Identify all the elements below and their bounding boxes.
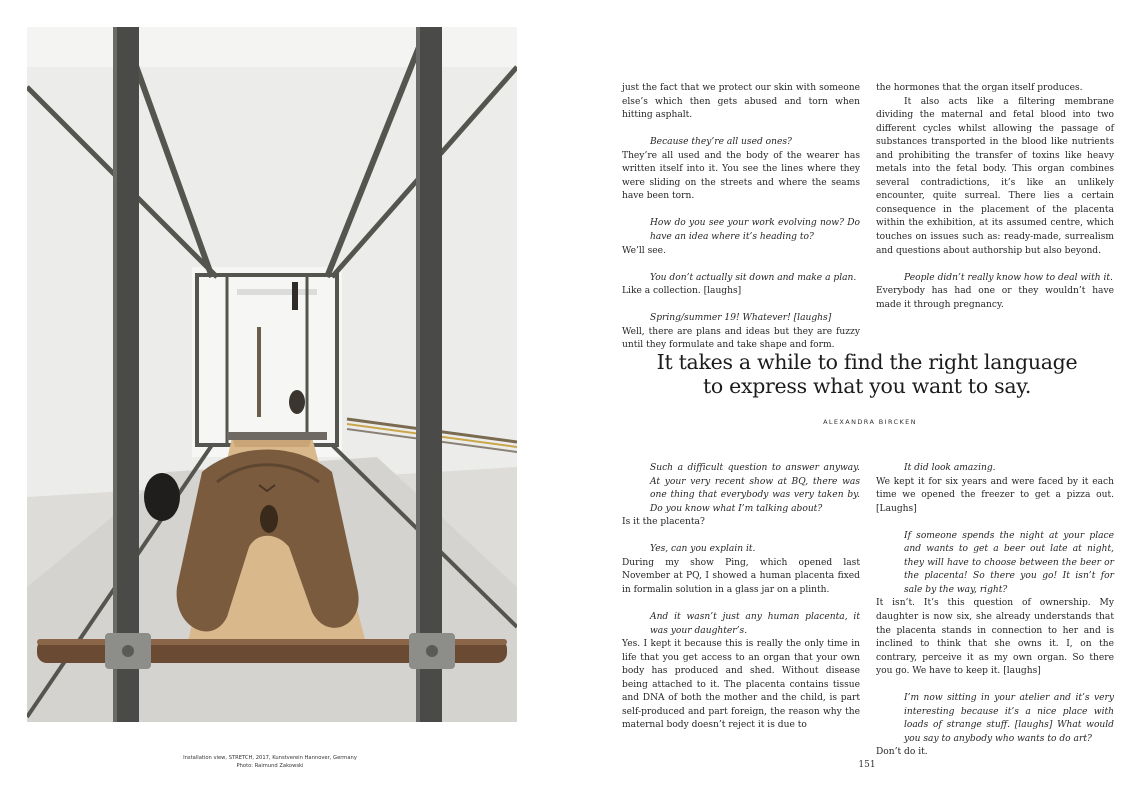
column-top-right bbox=[876, 82, 1114, 312]
question: People didn’t really know how to deal with it. bbox=[904, 272, 1113, 283]
column-top-left bbox=[622, 82, 860, 353]
column-bottom-right bbox=[876, 462, 1114, 760]
question: How do you see your work evolving now? Do have an idea where it’s heading to? bbox=[650, 218, 860, 243]
caption-line-2: Photo: Raimund Zakowski bbox=[236, 763, 304, 769]
installation-photo bbox=[27, 27, 517, 722]
pull-quote-line-2: to express what you want to say. bbox=[702, 374, 1032, 398]
answer: During my show Ping, which opened last November at PQ, I showed a human placenta fixed in formalin solution in a glass jar on a plinth. bbox=[622, 557, 860, 595]
answer: We’ll see. bbox=[622, 245, 666, 256]
question: Spring/summer 19! Whatever! [laughs] bbox=[650, 313, 832, 324]
paragraph: It also acts like a filtering membrane dividing the maternal and fetal blood into two different cycles whilst allowing the passage of substances transported in the blood like nutrients and prohibiting the transfer of toxins like heavy metals into the fetal body. This organ combines several contradictions, it’s like an unlikely encounter, quite surreal. There lies a certain consequence in the placement of the placenta within the exhibition, at its assumed centre, which touches on issues such as: ready-made, surrealism and questions about authorship but also beyond. bbox=[876, 96, 1114, 256]
paragraph: the hormones that the organ itself produces. bbox=[876, 83, 1083, 93]
question: If someone spends the night at your place and wants to get a beer out late at night, they will have to choose between the beer or the placenta! So there you go! It isn’t for sale by the way, right? bbox=[904, 530, 1114, 595]
question: I’m now sitting in your atelier and it’s very interesting because it’s a nice place with loads of strange stuff. [laughs] What would you say to anybody who wants to do art? bbox=[904, 693, 1114, 744]
caption-line-1: Installation view, STRETCH, 2017, Kunstverein Hannover, Germany bbox=[183, 755, 357, 761]
photo-caption bbox=[150, 754, 390, 770]
paragraph: just the fact that we protect our skin with someone else’s which then gets abused and torn when hitting asphalt. bbox=[622, 83, 860, 121]
question: Because they’re all used ones? bbox=[650, 137, 792, 148]
question: Such a difficult question to answer anyway. At your very recent show at BQ, there was one thing that everybody was very taken by. Do you know what I’m talking about? bbox=[650, 463, 860, 514]
column-bottom-left bbox=[622, 462, 860, 733]
answer: Well, there are plans and ideas but they are fuzzy until they formulate and take shape and form. bbox=[622, 326, 860, 351]
question: It did look amazing. bbox=[904, 463, 996, 473]
answer: We kept it for six years and were faced by it each time we opened the freezer to get a pizza out.[Laughs] bbox=[876, 476, 1114, 514]
answer: It isn’t. It’s this question of ownership. My daughter is now six, she already understands that the placenta stands in connection to her and is inclined to think that she owns it. I, on the contrary, perceive it as my own organ. So there you go. We have to keep it. [laughs] bbox=[876, 598, 1114, 677]
answer: Everybody has had one or they wouldn’t have made it through pregnancy. bbox=[876, 286, 1114, 310]
byline: ALEXANDRA BIRCKEN bbox=[823, 418, 917, 426]
question: And it wasn’t just any human placenta, it was your daughter’s. bbox=[650, 612, 860, 636]
sculpture-illustration bbox=[27, 27, 517, 722]
page-number: 151 bbox=[858, 760, 876, 770]
pull-quote bbox=[600, 350, 1134, 398]
question: You don’t actually sit down and make a plan. bbox=[650, 272, 857, 283]
answer: Is it the placenta? bbox=[622, 517, 705, 528]
answer: They’re all used and the body of the wearer has written itself into it. You see the lines where they were sliding on the streets and where the seams have been torn. bbox=[622, 150, 860, 202]
answer: Yes. I kept it because this is really the only time in life that you get access to an organ that your own body has produced and shed. Without disease being attached to it. The placenta contains tissue and DNA of both the mother and the child, is part self-produced and part foreign, the reason why the maternal body doesn’t reject it is due to bbox=[622, 639, 860, 731]
pull-quote-line-1: It takes a while to find the right language bbox=[656, 350, 1078, 374]
question: Yes, can you explain it. bbox=[650, 544, 756, 555]
answer: Don’t do it. bbox=[876, 747, 928, 758]
answer: Like a collection. [laughs] bbox=[622, 286, 742, 297]
